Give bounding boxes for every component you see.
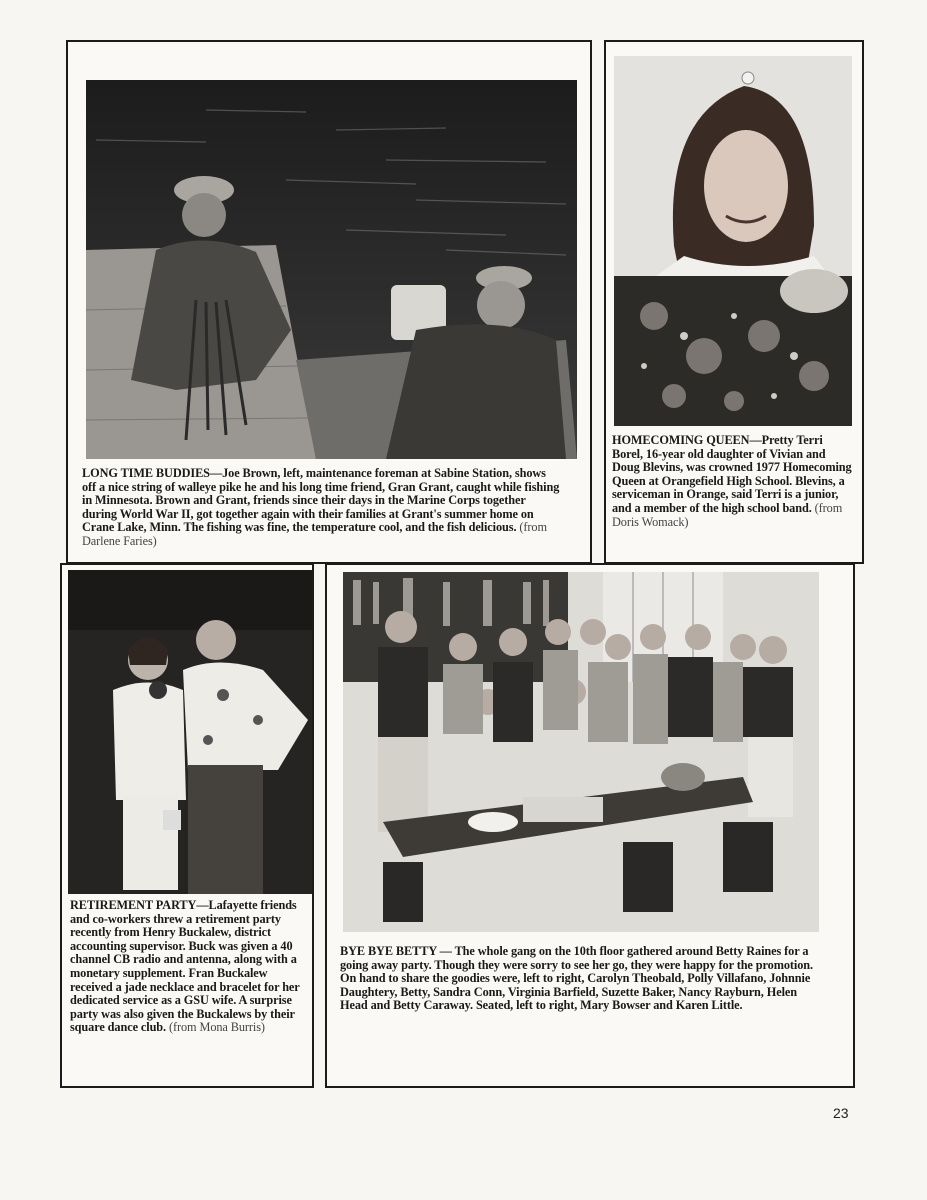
headline-buddies: LONG TIME BUDDIES (82, 466, 210, 480)
headline-queen: HOMECOMING QUEEN (612, 433, 750, 447)
credit-retirement: (from Mona Burris) (169, 1020, 265, 1035)
caption-queen (612, 434, 852, 529)
photo-fishing-buddies (86, 80, 577, 459)
text-retirement: —Lafayette friends and co-workers threw a retirement party recently from Henry Buckalew, district accounting supervisor. Buck was given a 40 channel CB radio and antenna, along with a monetary supplement. Fran Buckalew received a jade necklace and bracelet for her dedicated service as a GSU wife. A surprise party was also given the Buckalews by their square dance club. (70, 898, 300, 1035)
caption-buddies (82, 467, 562, 549)
text-betty: — The whole gang on the 10th floor gathered around Betty Raines for a going away party. Though they were sorry to see her go, they were happy for the promotion. On hand to share the goodies were, left to right, Carolyn Theobald, Polly Villafano, Johnnie Daughtery, Betty, Sandra Conn, Virginia Barfield, Suzette Baker, Nancy Rayburn, Helen Head and Betty Caraway. Seated, left to right, Mary Bowser and Karen Little. (340, 944, 813, 1013)
photo-bye-bye-betty (343, 572, 819, 932)
page-number: 23 (833, 1105, 849, 1121)
credit-buddies: (from Darlene Faries) (82, 520, 547, 548)
photo-homecoming-queen (614, 56, 852, 426)
photo-retirement-party (68, 570, 312, 894)
credit-queen: (from Doris Womack) (612, 500, 843, 529)
text-buddies: —Joe Brown, left, maintenance foreman at Sabine Station, shows off a nice string of walleye pike he and his long time friend, Gran Grant, caught while fishing in Minnesota. Brown and Grant, friends since their days in the Marine Corps together during World War II, got together again with their families at Grant's summer home on Crane Lake, Minn. The fishing was fine, the temperature cool, and the fish delicious. (82, 466, 560, 535)
headline-retirement: RETIREMENT PARTY (70, 898, 197, 912)
caption-betty (340, 945, 818, 1013)
caption-retirement (70, 899, 310, 1035)
text-queen: —Pretty Terri Borel, 16-year old daughter of Vivian and Doug Blevins, was crowned 1977 Homecoming Queen at Orangefield High School. Blevins, a serviceman in Orange, said Terri is a junior, and a member of the high school band. (612, 433, 852, 515)
headline-betty: BYE BYE BETTY (340, 944, 437, 958)
